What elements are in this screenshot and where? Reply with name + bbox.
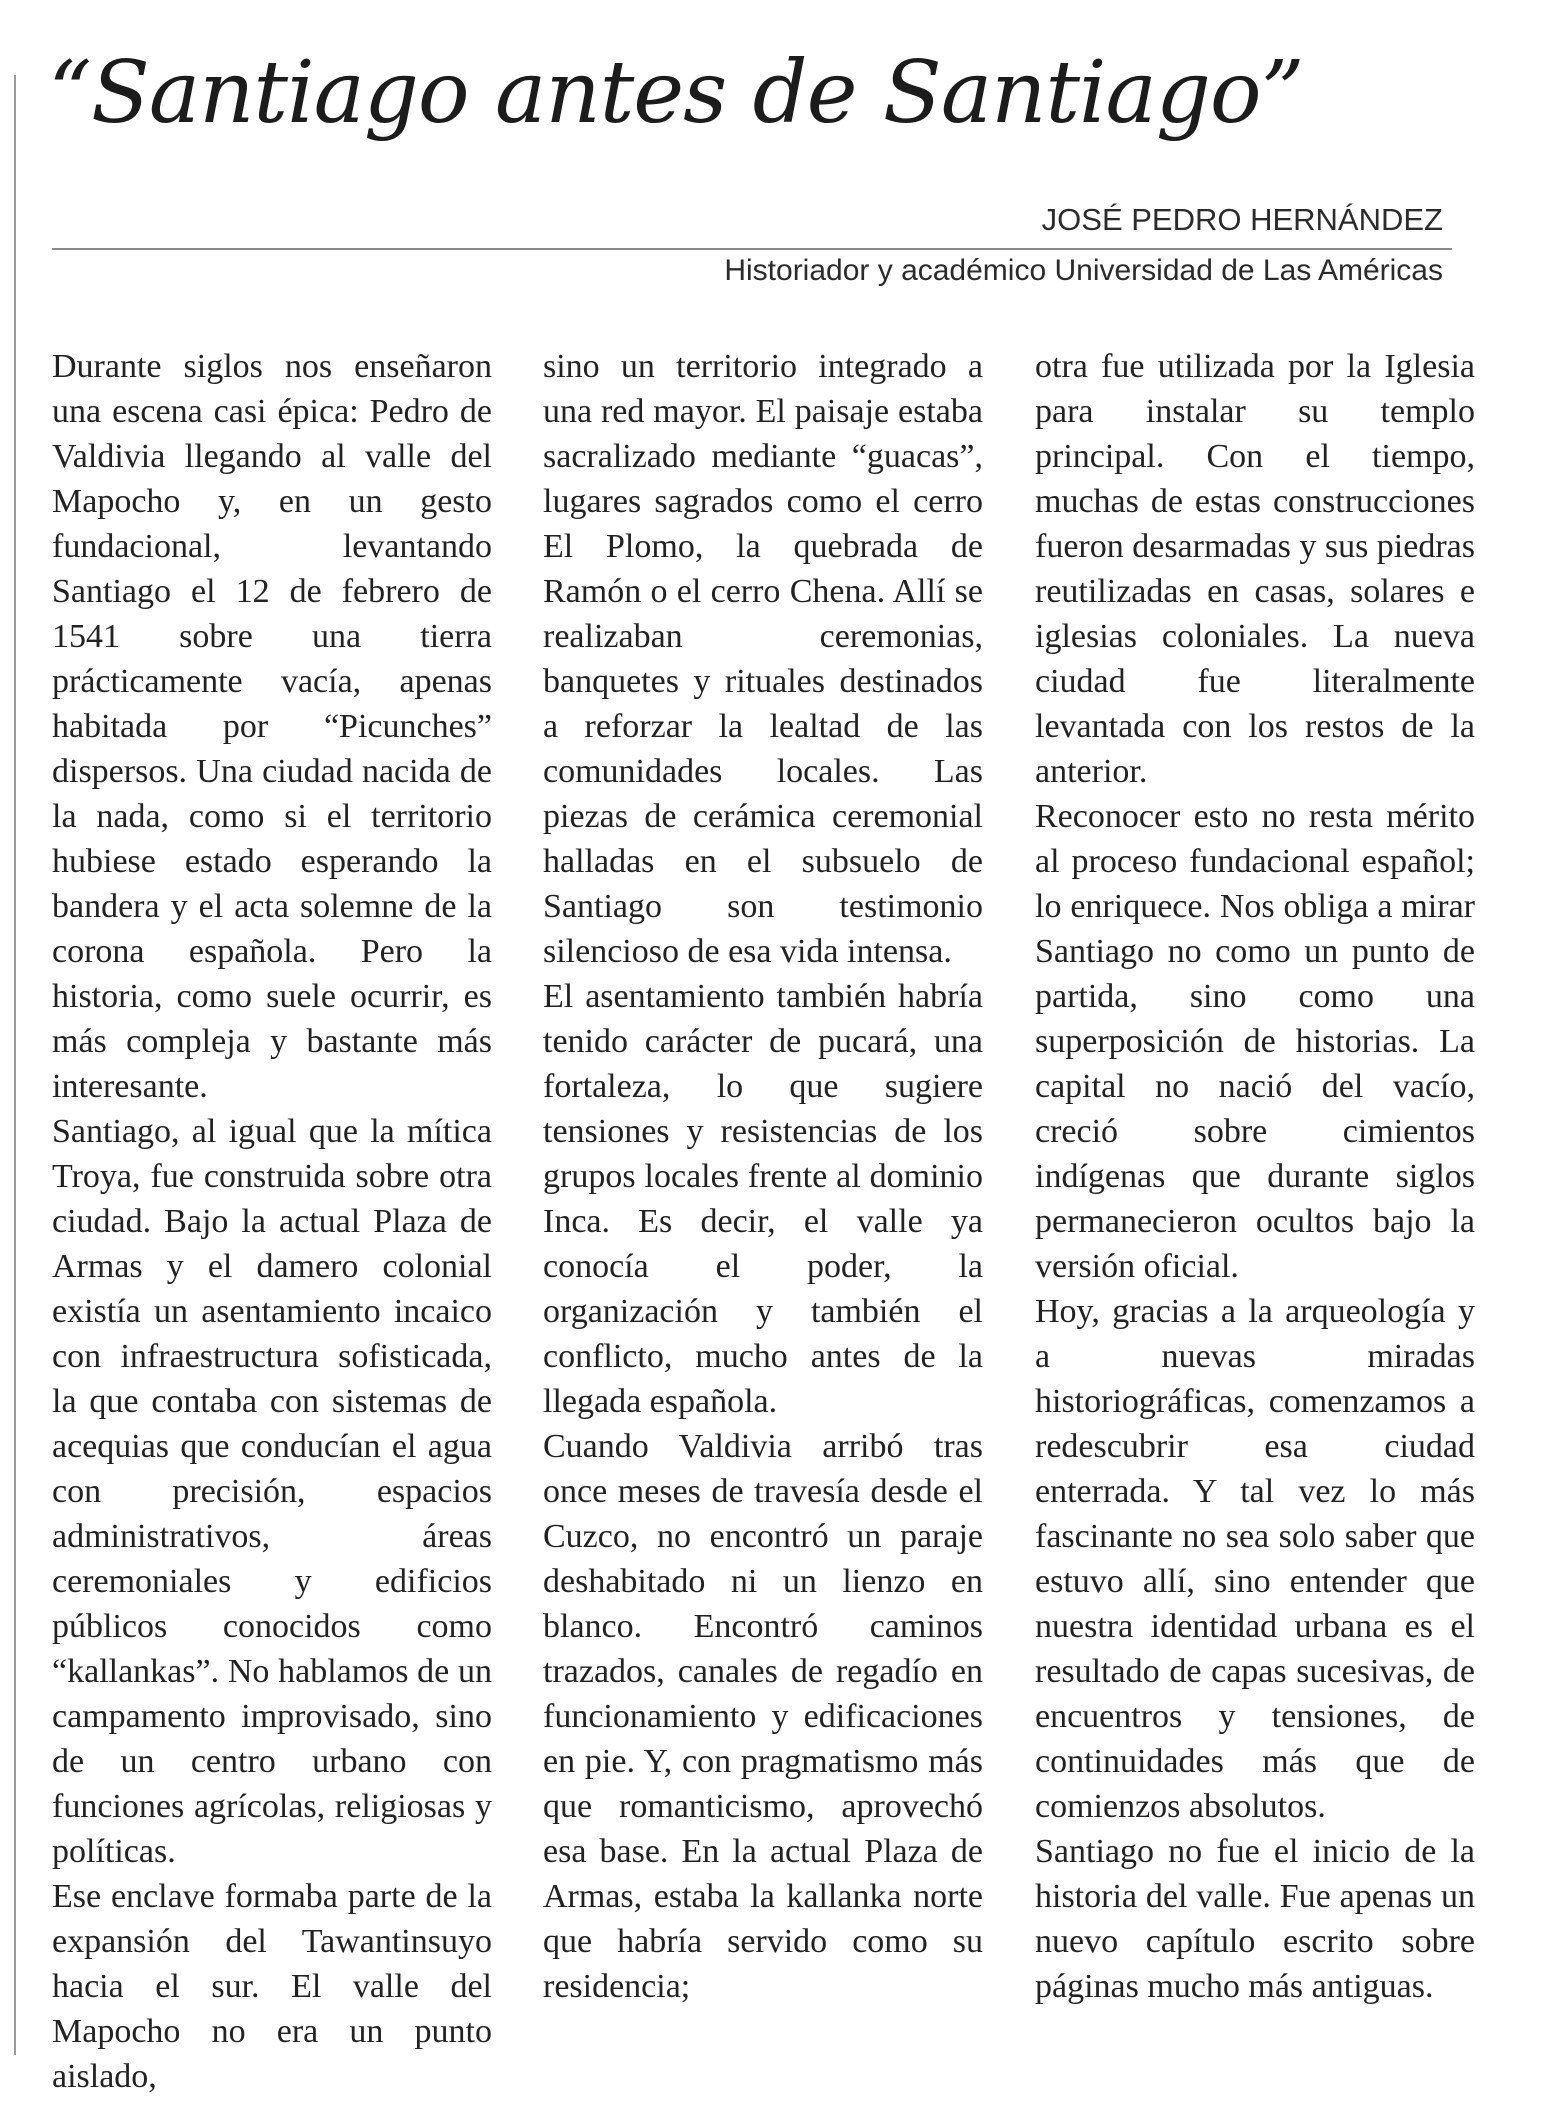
byline-divider	[52, 248, 1452, 250]
article-column-1	[52, 344, 492, 2099]
article-column-3	[1035, 344, 1475, 2009]
paragraph: sino un territorio integrado a una red mayor. El paisaje estaba sacralizado mediante “guacas”, lugares sagrados como el cerro El Plomo, la quebrada de Ramón o el cerro Chena. Allí se realizaban ceremonias, banquetes y rituales destinados a reforzar la lealtad de las comunidades locales. Las piezas de cerámica ceremonial halladas en el subsuelo de Santiago son testimonio silencioso de esa vida intensa.	[543, 348, 983, 970]
paragraph: Cuando Valdivia arribó tras once meses de travesía desde el Cuzco, no encontró un paraje deshabitado ni un lienzo en blanco. Encontró caminos trazados, canales de regadío en funcionamiento y edificaciones en pie. Y, con pragmatismo más que romanticismo, aprovechó esa base. En la actual Plaza de Armas, estaba la kallanka norte que habría servido como su residencia;	[543, 1428, 983, 2005]
paragraph: Santiago, al igual que la mítica Troya, fue construida sobre otra ciudad. Bajo la actual Plaza de Armas y el damero colonial existía un asentamiento incaico con infraestructura sofisticada, la que contaba con sistemas de acequias que conducían el agua con precisión, espacios administrativos, áreas ceremoniales y edificios públicos conocidos como “kallankas”. No hablamos de un campamento improvisado, sino de un centro urbano con funciones agrícolas, religiosas y políticas.	[52, 1113, 492, 1870]
paragraph: Hoy, gracias a la arqueología y a nuevas miradas historiográficas, comenzamos a redescubrir esa ciudad enterrada. Y tal vez lo más fascinante no sea solo saber que estuvo allí, sino entender que nuestra identidad urbana es el resultado de capas sucesivas, de encuentros y tensiones, de continuidades más que de comienzos absolutos.	[1035, 1293, 1475, 1825]
paragraph: Reconocer esto no resta mérito al proceso fundacional español; lo enriquece. Nos obliga a mirar Santiago no como un punto de partida, sino como una superposición de historias. La capital no nació del vacío, creció sobre cimientos indígenas que durante siglos permanecieron ocultos bajo la versión oficial.	[1035, 798, 1475, 1285]
page-left-rule	[14, 75, 16, 2055]
author-name: JOSÉ PEDRO HERNÁNDEZ	[1041, 202, 1443, 237]
paragraph: Ese enclave formaba parte de la expansión del Tawantinsuyo hacia el sur. El valle del Mapocho no era un punto aislado,	[52, 1878, 492, 2095]
paragraph: El asentamiento también habría tenido carácter de pucará, una fortaleza, lo que sugiere tensiones y resistencias de los grupos locales frente al dominio Inca. Es decir, el valle ya conocía el poder, la organización y también el conflicto, mucho antes de la llegada española.	[543, 978, 983, 1420]
author-affiliation: Historiador y académico Universidad de Las Américas	[724, 254, 1443, 287]
paragraph: otra fue utilizada por la Iglesia para instalar su templo principal. Con el tiempo, muchas de estas construcciones fueron desarmadas y sus piedras reutilizadas en casas, solares e iglesias coloniales. La nueva ciudad fue literalmente levantada con los restos de la anterior.	[1035, 348, 1475, 790]
paragraph: Durante siglos nos enseñaron una escena casi épica: Pedro de Valdivia llegando al valle del Mapocho y, en un gesto fundacional, levantando Santiago el 12 de febrero de 1541 sobre una tierra prácticamente vacía, apenas habitada por “Picunches” dispersos. Una ciudad nacida de la nada, como si el territorio hubiese estado esperando la bandera y el acta solemne de la corona española. Pero la historia, como suele ocurrir, es más compleja y bastante más interesante.	[52, 348, 492, 1105]
paragraph: Santiago no fue el inicio de la historia del valle. Fue apenas un nuevo capítulo escrito sobre páginas mucho más antiguas.	[1035, 1833, 1475, 2005]
article-column-2	[543, 344, 983, 2009]
article-title: “Santiago antes de Santiago”	[48, 43, 1304, 143]
